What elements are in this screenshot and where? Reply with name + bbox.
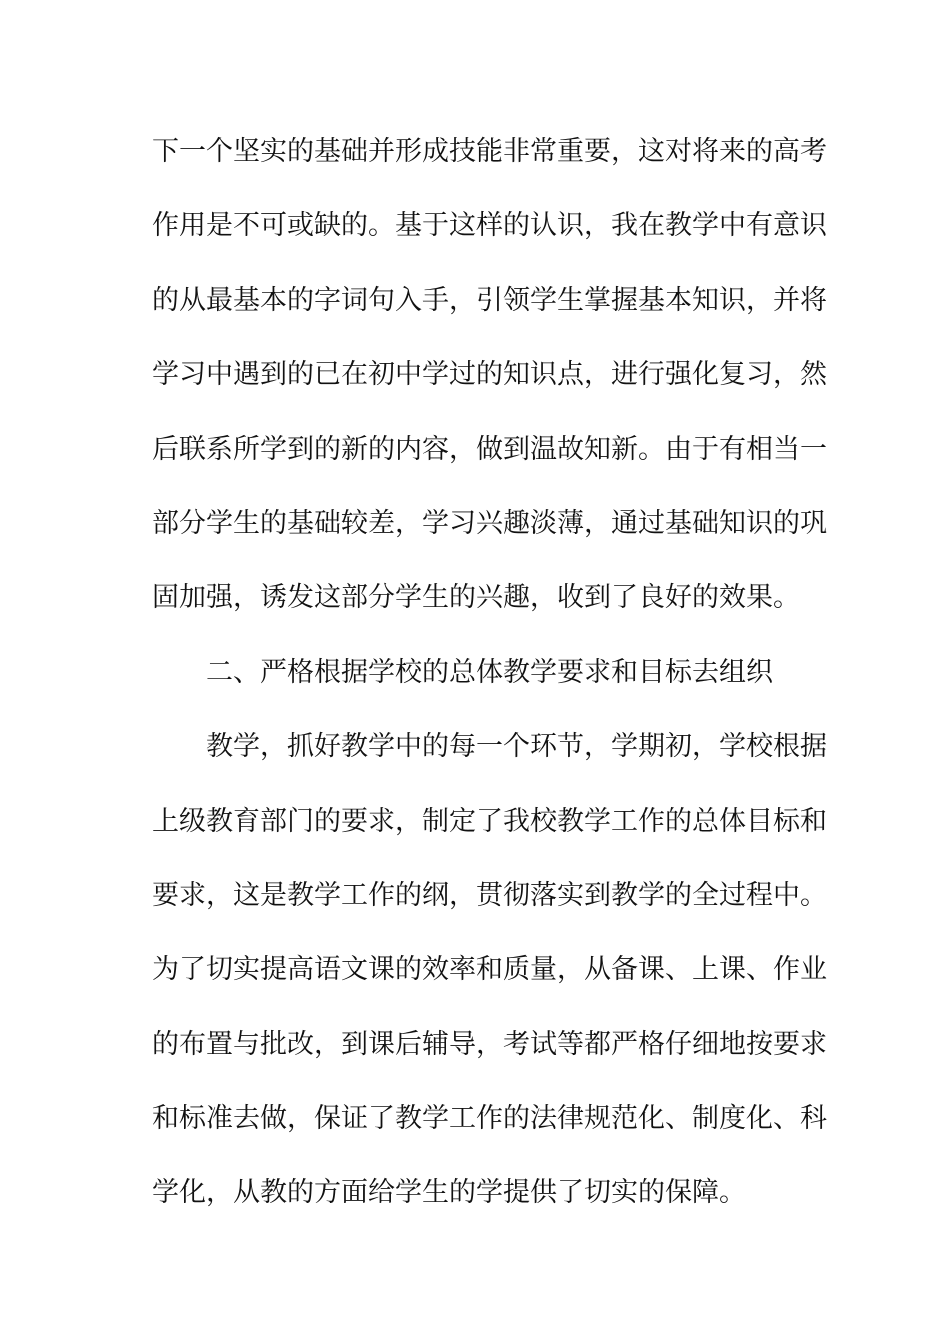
text-line: 上级教育部门的要求，制定了我校教学工作的总体目标和 bbox=[152, 805, 827, 837]
text-line: 学化，从教的方面给学生的学提供了切实的保障。 bbox=[152, 1177, 746, 1209]
text-line: 的布置与批改，到课后辅导，考试等都严格仔细地按要求 bbox=[152, 1028, 827, 1060]
body-text bbox=[152, 120, 827, 1236]
text-line: 学习中遇到的已在初中学过的知识点，进行强化复习，然 bbox=[152, 359, 827, 391]
text-line: 作用是不可或缺的。基于这样的认识，我在教学中有意识 bbox=[152, 210, 827, 242]
text-line: 后联系所学到的新的内容，做到温故知新。由于有相当一 bbox=[152, 433, 827, 465]
text-line: 和标准去做，保证了教学工作的法律规范化、制度化、科 bbox=[152, 1103, 827, 1135]
text-line: 下一个坚实的基础并形成技能非常重要，这对将来的高考 bbox=[152, 136, 827, 167]
text-line: 为了切实提高语文课的效率和质量，从备课、上课、作业 bbox=[152, 954, 827, 986]
text-line: 固加强，诱发这部分学生的兴趣，收到了良好的效果。 bbox=[152, 582, 800, 614]
text-line: 部分学生的基础较差，学习兴趣淡薄，通过基础知识的巩 bbox=[152, 507, 827, 539]
paragraph-first-line: 教学，抓好教学中的每一个环节，学期初，学校根据 bbox=[206, 731, 827, 763]
section-heading: 二、严格根据学校的总体教学要求和目标去组织 bbox=[206, 656, 773, 688]
text-line: 的从最基本的字词句入手，引领学生掌握基本知识，并将 bbox=[152, 284, 827, 316]
text-line: 要求，这是教学工作的纲，贯彻落实到教学的全过程中。 bbox=[152, 879, 827, 911]
